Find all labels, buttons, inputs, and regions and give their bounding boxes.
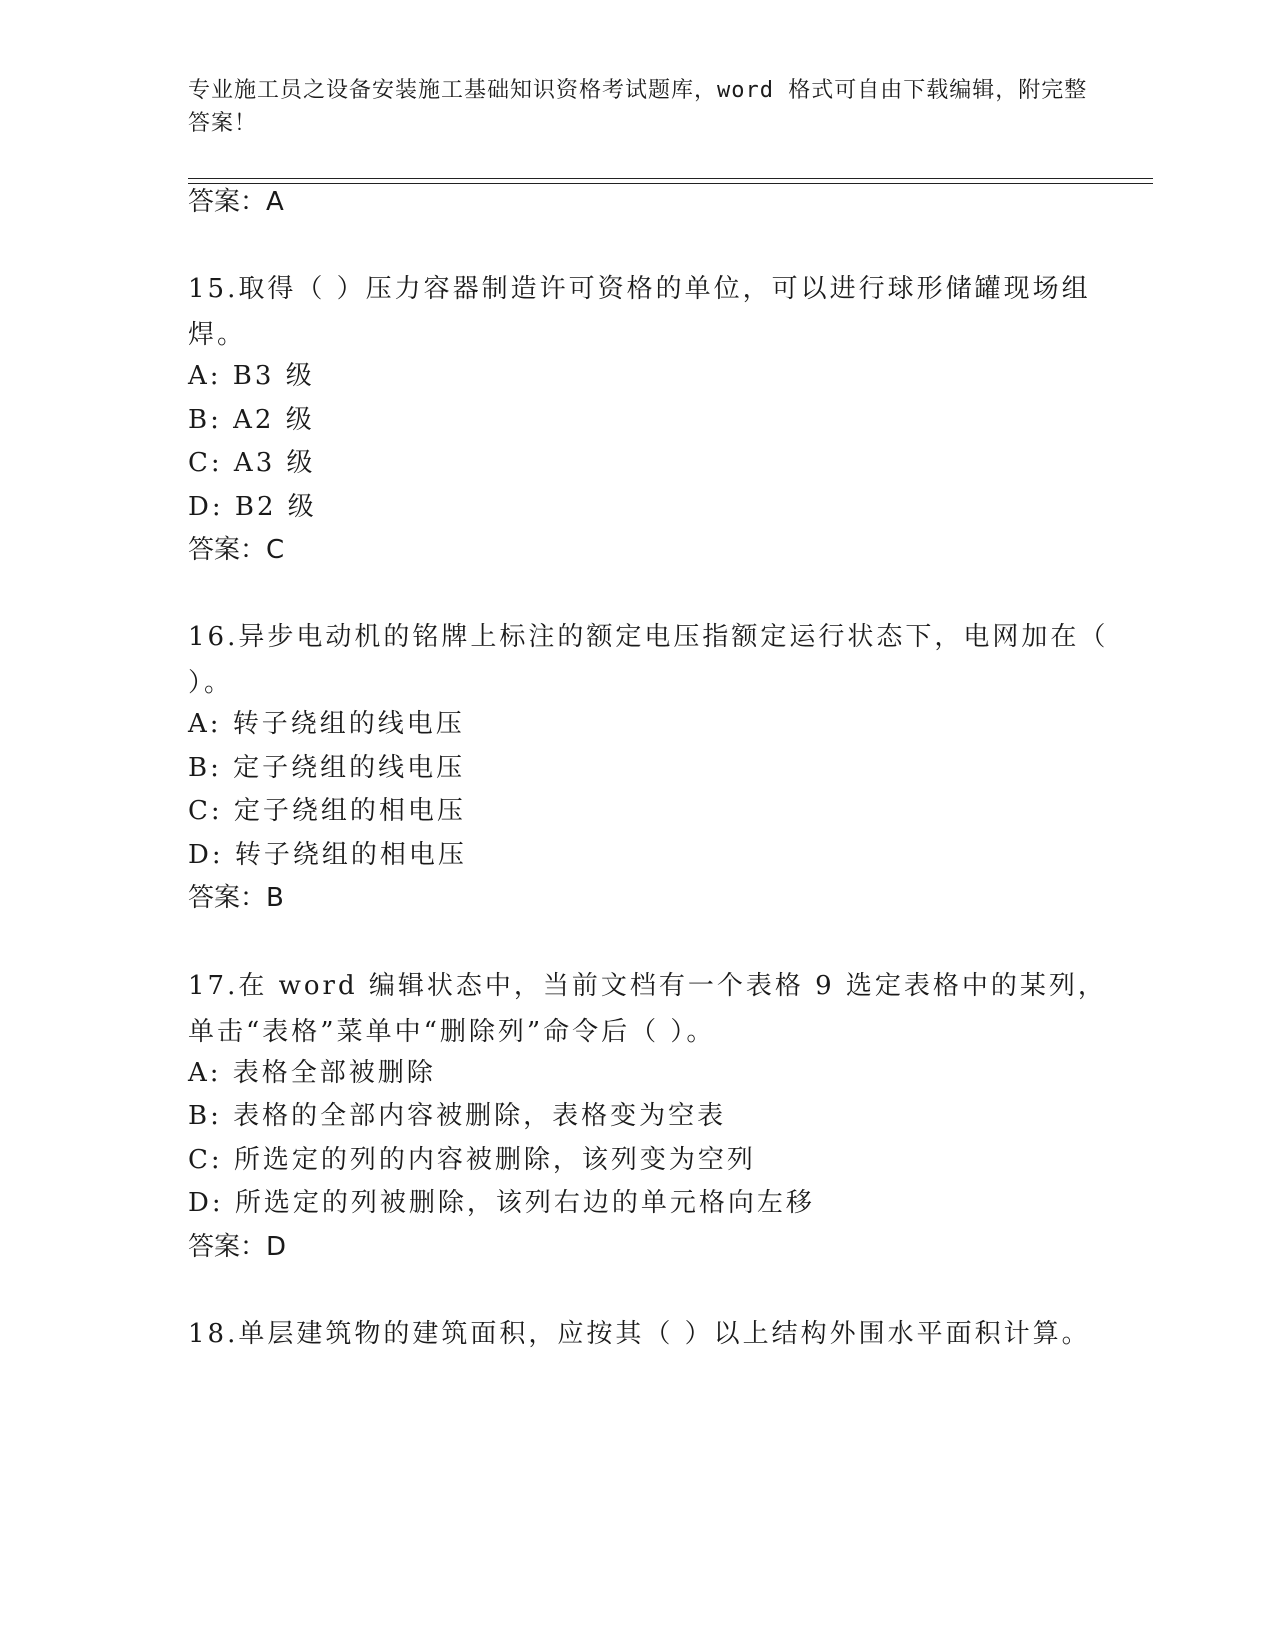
question-16-stem: 16.异步电动机的铭牌上标注的额定电压指额定运行状态下，电网加在（ ）。 (188, 622, 1109, 698)
question-16-option-d: D: 转子绕组的相电压 (188, 840, 467, 870)
question-17-option-c: C: 所选定的列的内容被删除，该列变为空列 (188, 1145, 756, 1175)
question-16-option-b: B: 定子绕组的线电压 (188, 753, 466, 783)
question-16-option-a: A: 转子绕组的线电压 (188, 709, 465, 739)
question-15-option-b: B: A2 级 (188, 405, 315, 435)
question-15-option-a: A: B3 级 (188, 361, 315, 391)
question-17-option-a: A: 表格全部被删除 (188, 1058, 436, 1088)
question-15-option-c: C: A3 级 (188, 448, 316, 478)
question-18-stem: 18.单层建筑物的建筑面积，应按其（ ）以上结构外围水平面积计算。 (188, 1319, 1091, 1349)
question-16-answer: 答案：B (188, 883, 284, 913)
question-16-option-c: C: 定子绕组的相电压 (188, 796, 466, 826)
question-17-stem: 17.在 word 编辑状态中，当前文档有一个表格 9 选定表格中的某列，单击“表格”菜单中“删除列”命令后（ ）。 (188, 971, 1107, 1047)
prev-answer: 答案：A (188, 187, 284, 217)
question-15-option-d: D: B2 级 (188, 492, 317, 522)
question-17-answer: 答案：D (188, 1232, 287, 1262)
header-divider-top (188, 178, 1153, 179)
document-header: 专业施工员之设备安装施工基础知识资格考试题库，word 格式可自由下载编辑，附完整答案！ (188, 78, 1088, 136)
question-17-option-d: D: 所选定的列被删除，该列右边的单元格向左移 (188, 1188, 815, 1218)
question-15-stem: 15.取得（ ）压力容器制造许可资格的单位，可以进行球形储罐现场组焊。 (188, 274, 1091, 350)
question-15-answer: 答案：C (188, 535, 285, 565)
header-divider-bottom (188, 183, 1153, 184)
question-17-option-b: B: 表格的全部内容被删除，表格变为空表 (188, 1101, 727, 1131)
